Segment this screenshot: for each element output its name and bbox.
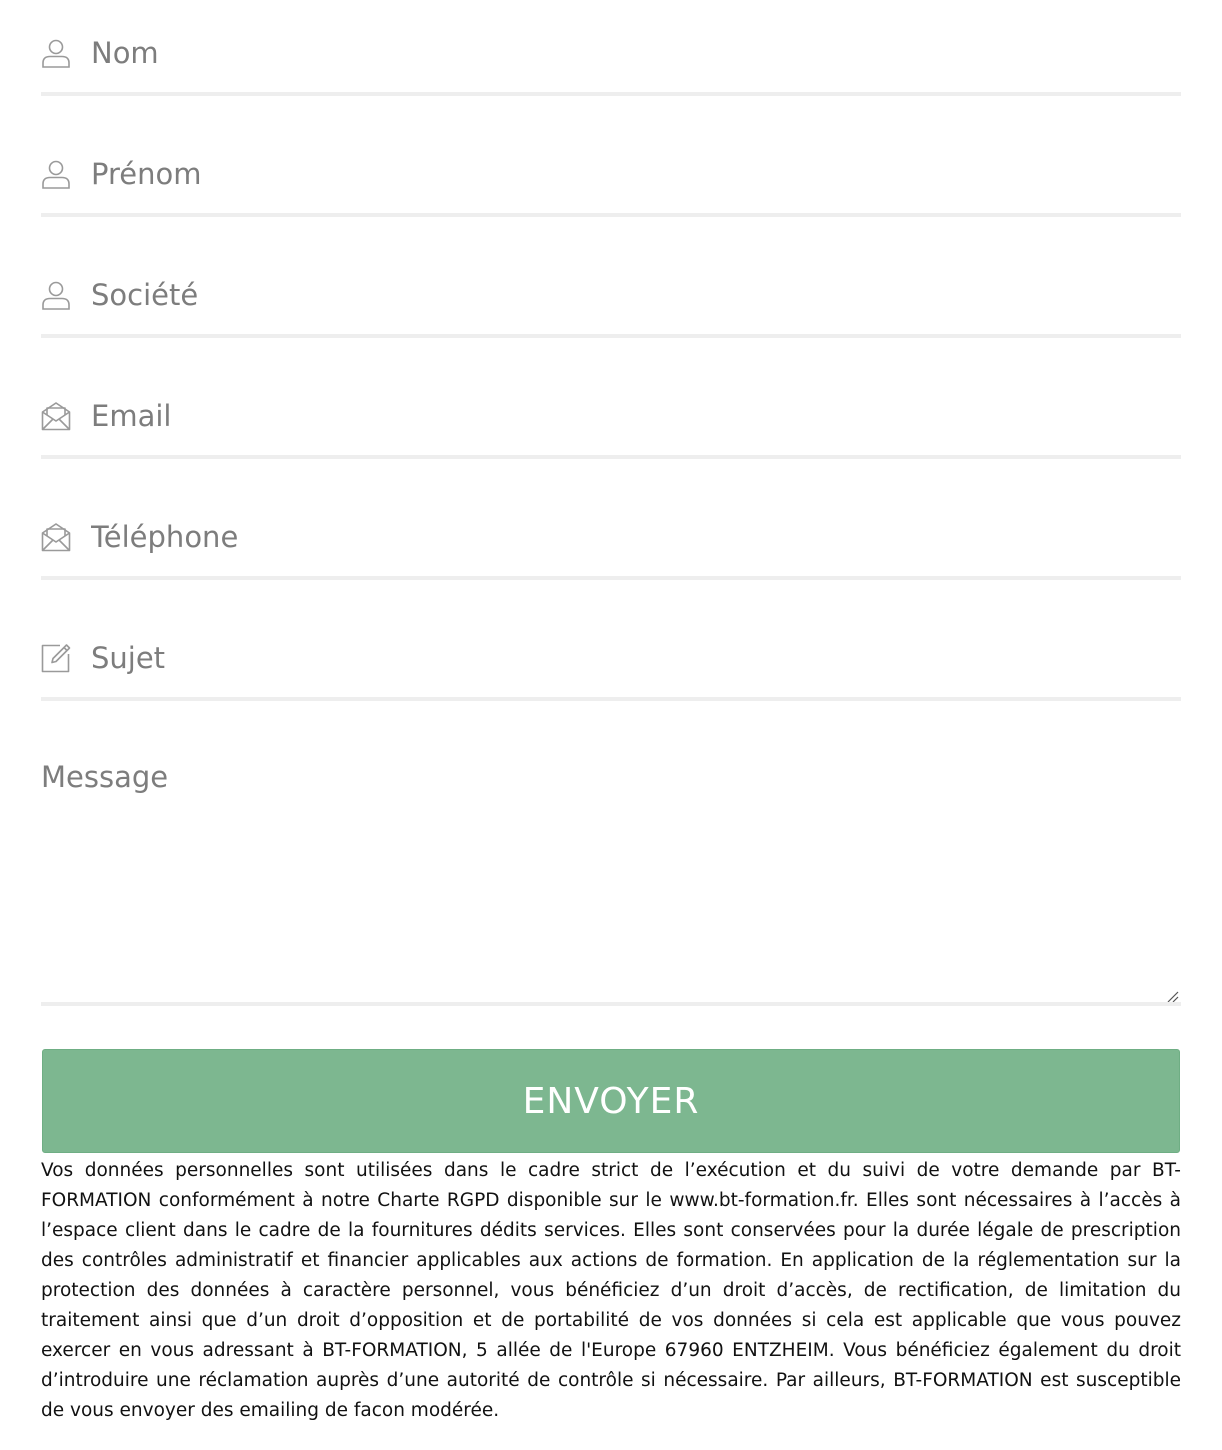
envelope-open-icon — [41, 400, 71, 432]
field-prenom — [41, 121, 1181, 242]
message-textarea[interactable] — [41, 760, 1181, 1000]
contact-form — [41, 0, 1181, 1421]
sujet-input[interactable] — [91, 638, 1171, 678]
telephone-input[interactable] — [91, 517, 1171, 557]
email-underline — [41, 455, 1181, 459]
edit-icon — [41, 642, 71, 674]
societe-input[interactable] — [91, 275, 1171, 315]
user-icon — [41, 37, 71, 69]
field-telephone — [41, 484, 1181, 605]
telephone-underline — [41, 576, 1181, 580]
prenom-underline — [41, 213, 1181, 217]
societe-underline — [41, 334, 1181, 338]
resize-grip-icon[interactable] — [1165, 988, 1179, 1002]
privacy-notice: Vos données personnelles sont utilisées dans le cadre strict de l’exécution et du suivi de votre demande par BT-FORMATION conformément à notre Charte RGPD disponible sur le www.bt-formation.fr. Elles sont nécessaires à l’accès à l’espace client dans le cadre de la fournitures dédits services. Elles sont conservées pour la durée légale de prescription des contrôles administratif et financier applicables aux actions de formation. En application de la réglementation sur la protection des données à caractère personnel, vous bénéficiez d’un droit d’accès, de rectification, de limitation du traitement ainsi que d’un droit d’opposition et de portabilité de vos données si cela est applicable que vous pouvez exercer en vous adressant à BT-FORMATION, 5 allée de l'Europe 67960 ENTZHEIM. Vous bénéficiez également du droit d’introduire une réclamation auprès d’une autorité de contrôle si nécessaire. Par ailleurs, BT-FORMATION est susceptible de vous envoyer des emailing de facon modérée. — [41, 1160, 1181, 1421]
nom-underline — [41, 92, 1181, 96]
send-button[interactable]: ENVOYER — [42, 1049, 1180, 1153]
field-nom — [41, 0, 1181, 121]
field-sujet — [41, 605, 1181, 726]
email-input[interactable] — [91, 396, 1171, 436]
user-icon — [41, 279, 71, 311]
sujet-underline — [41, 697, 1181, 701]
message-underline — [41, 1002, 1181, 1006]
prenom-input[interactable] — [91, 154, 1171, 194]
field-message — [41, 760, 1181, 1006]
user-icon — [41, 158, 71, 190]
envelope-open-icon — [41, 521, 71, 553]
field-societe — [41, 242, 1181, 363]
field-email — [41, 363, 1181, 484]
nom-input[interactable] — [91, 33, 1171, 73]
